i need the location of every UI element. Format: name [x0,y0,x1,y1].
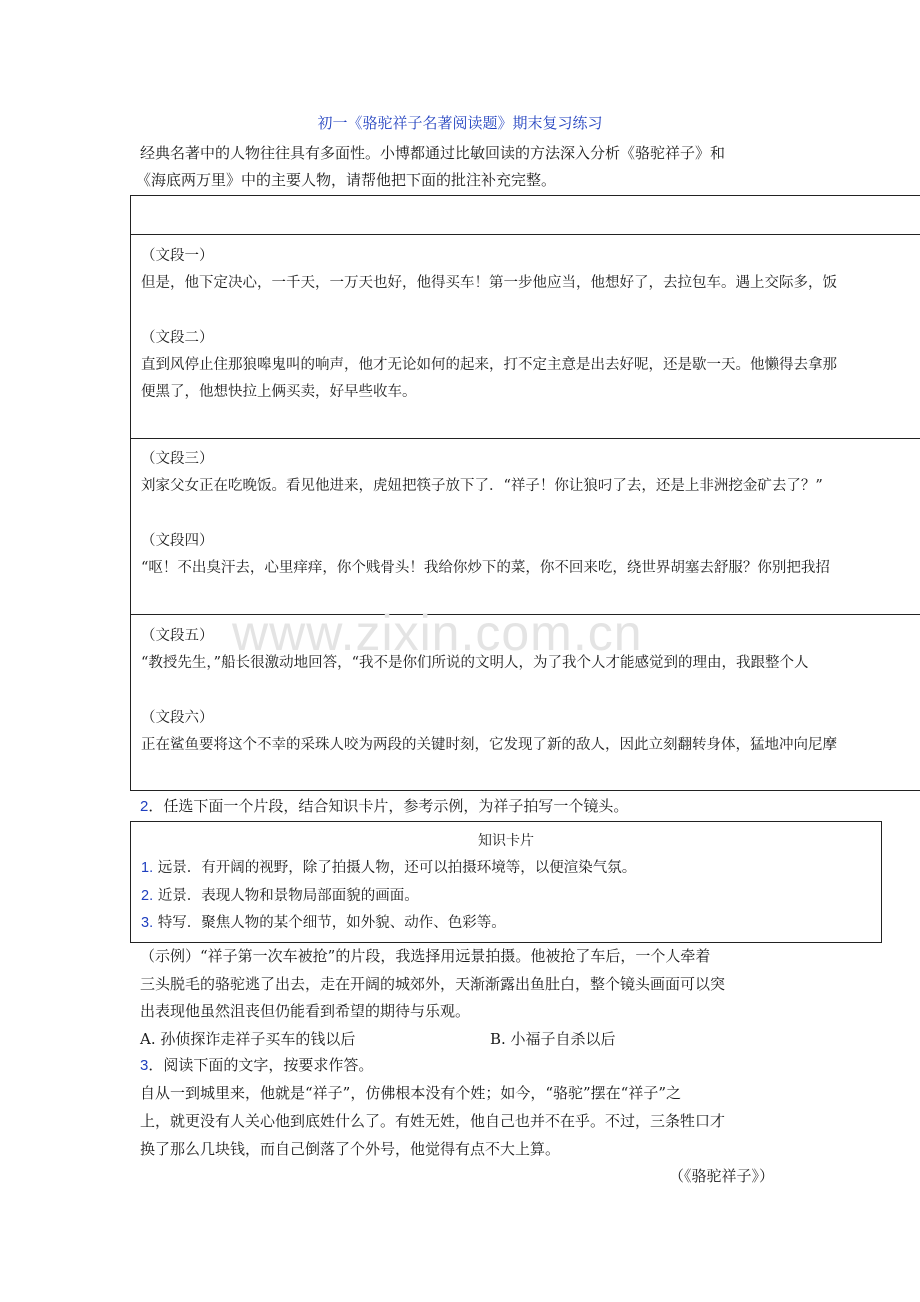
passage-text: 便黑了，他想快拉上俩买卖，好早些收车。 [141,384,417,400]
passage-text: 正在鲨鱼要将这个不幸的采珠人咬为两段的关键时刻，它发现了新的敌人，因此立刻翻转身体，猛地冲向尼摩 [141,737,837,753]
passage-text: 直到风停止住那狼嗥鬼叫的响声，他才无论如何的起来，打不定主意是出去好呢，还是歇一天。他懒得去拿那 [141,357,837,373]
passage-text: “呕！不出臭汗去，心里痒痒，你个贱骨头！我给你炒下的菜，你不回来吃，绕世界胡塞去舒服？你别把我招 [141,560,830,576]
card-item [141,884,419,905]
passage-label: （文段四） [141,533,214,549]
question-text: ．任选下面一个片段，结合知识卡片，参考示例，为祥子拍写一个镜头。 [148,797,629,815]
passage-text: “教授先生，”船长很激动地回答，“我不是你们所说的文明人，为了我个人才能感觉到的理由，我跟整个人 [141,655,809,671]
card-item-text: 远景．有开阔的视野，除了拍摄人物，还可以拍摄环境等，以便渲染气氛。 [157,860,637,876]
reading-source: （《骆驼祥子》） [668,1167,774,1185]
passage-label: （文段五） [141,628,214,644]
option-a: A. 孙侦探诈走祥子买车的钱以后 [140,1030,356,1048]
passage-text: 刘家父女正在吃晚饭。看见他进来，虎妞把筷子放下了．“祥子！你让狼叼了去，还是上非洲挖金矿去了？” [141,478,823,494]
question-text: ．阅读下面的文字，按要求作答。 [148,1056,374,1074]
card-item-text: 近景．表现人物和景物局部面貌的画面。 [157,888,419,904]
intro-line-2: 《海底两万里》中的主要人物，请帮他把下面的批注补充完整。 [136,171,557,189]
reading-line-3: 换了那么几块钱，而自己倒落了个外号，他觉得有点不大上算。 [140,1140,561,1158]
card-title: 知识卡片 [478,833,534,849]
card-item-number: 3. [141,915,154,931]
table-divider [131,438,920,439]
card-item [141,856,636,877]
reading-line-2: 上，就更没有人关心他到底姓什么了。有姓无姓，他自己也并不在乎。不过，三条牲口才 [140,1112,726,1130]
question-number: 3 [140,1057,149,1074]
passage-table [130,195,920,791]
question-2 [140,795,628,816]
card-item [141,911,506,932]
passage-label: （文段三） [141,451,214,467]
passage-label: （文段一） [141,248,214,264]
intro-line-1: 经典名著中的人物往往具有多面性。小博都通过比敏回读的方法深入分析《骆驼祥子》和 [140,144,726,162]
card-item-text: 特写．聚焦人物的某个细节，如外貌、动作、色彩等。 [157,915,506,931]
passage-label: （文段六） [141,710,214,726]
table-divider [131,234,920,235]
example-line-3: 出表现他虽然沮丧但仍能看到希望的期待与乐观。 [140,1002,471,1020]
table-divider [131,614,920,615]
example-line-1: （示例）“祥子第一次车被抢”的片段，我选择用远景拍摄。他被抢了车后，一个人牵着 [140,947,711,965]
option-b: B. 小福子自杀以后 [490,1030,616,1048]
page-title: 初一《骆驼祥子名著阅读题》期末复习练习 [317,114,603,132]
question-number: 2 [140,798,149,815]
passage-label: （文段二） [141,330,214,346]
card-item-number: 1. [141,860,154,876]
knowledge-card [130,821,882,943]
example-line-2: 三头脱毛的骆驼逃了出去，走在开阔的城郊外，天渐渐露出鱼肚白，整个镜头画面可以突 [140,975,726,993]
passage-text: 但是，他下定决心，一千天，一万天也好，他得买车！第一步他应当，他想好了，去拉包车。遇上交际多，饭 [141,275,837,291]
watermark: www.zixin.com.cn [232,605,643,661]
reading-line-1: 自从一到城里来，他就是“祥子”，仿佛根本没有个姓；如今，“骆驼”摆在“祥子”之 [140,1084,682,1102]
question-3 [140,1054,373,1075]
card-item-number: 2. [141,888,154,904]
